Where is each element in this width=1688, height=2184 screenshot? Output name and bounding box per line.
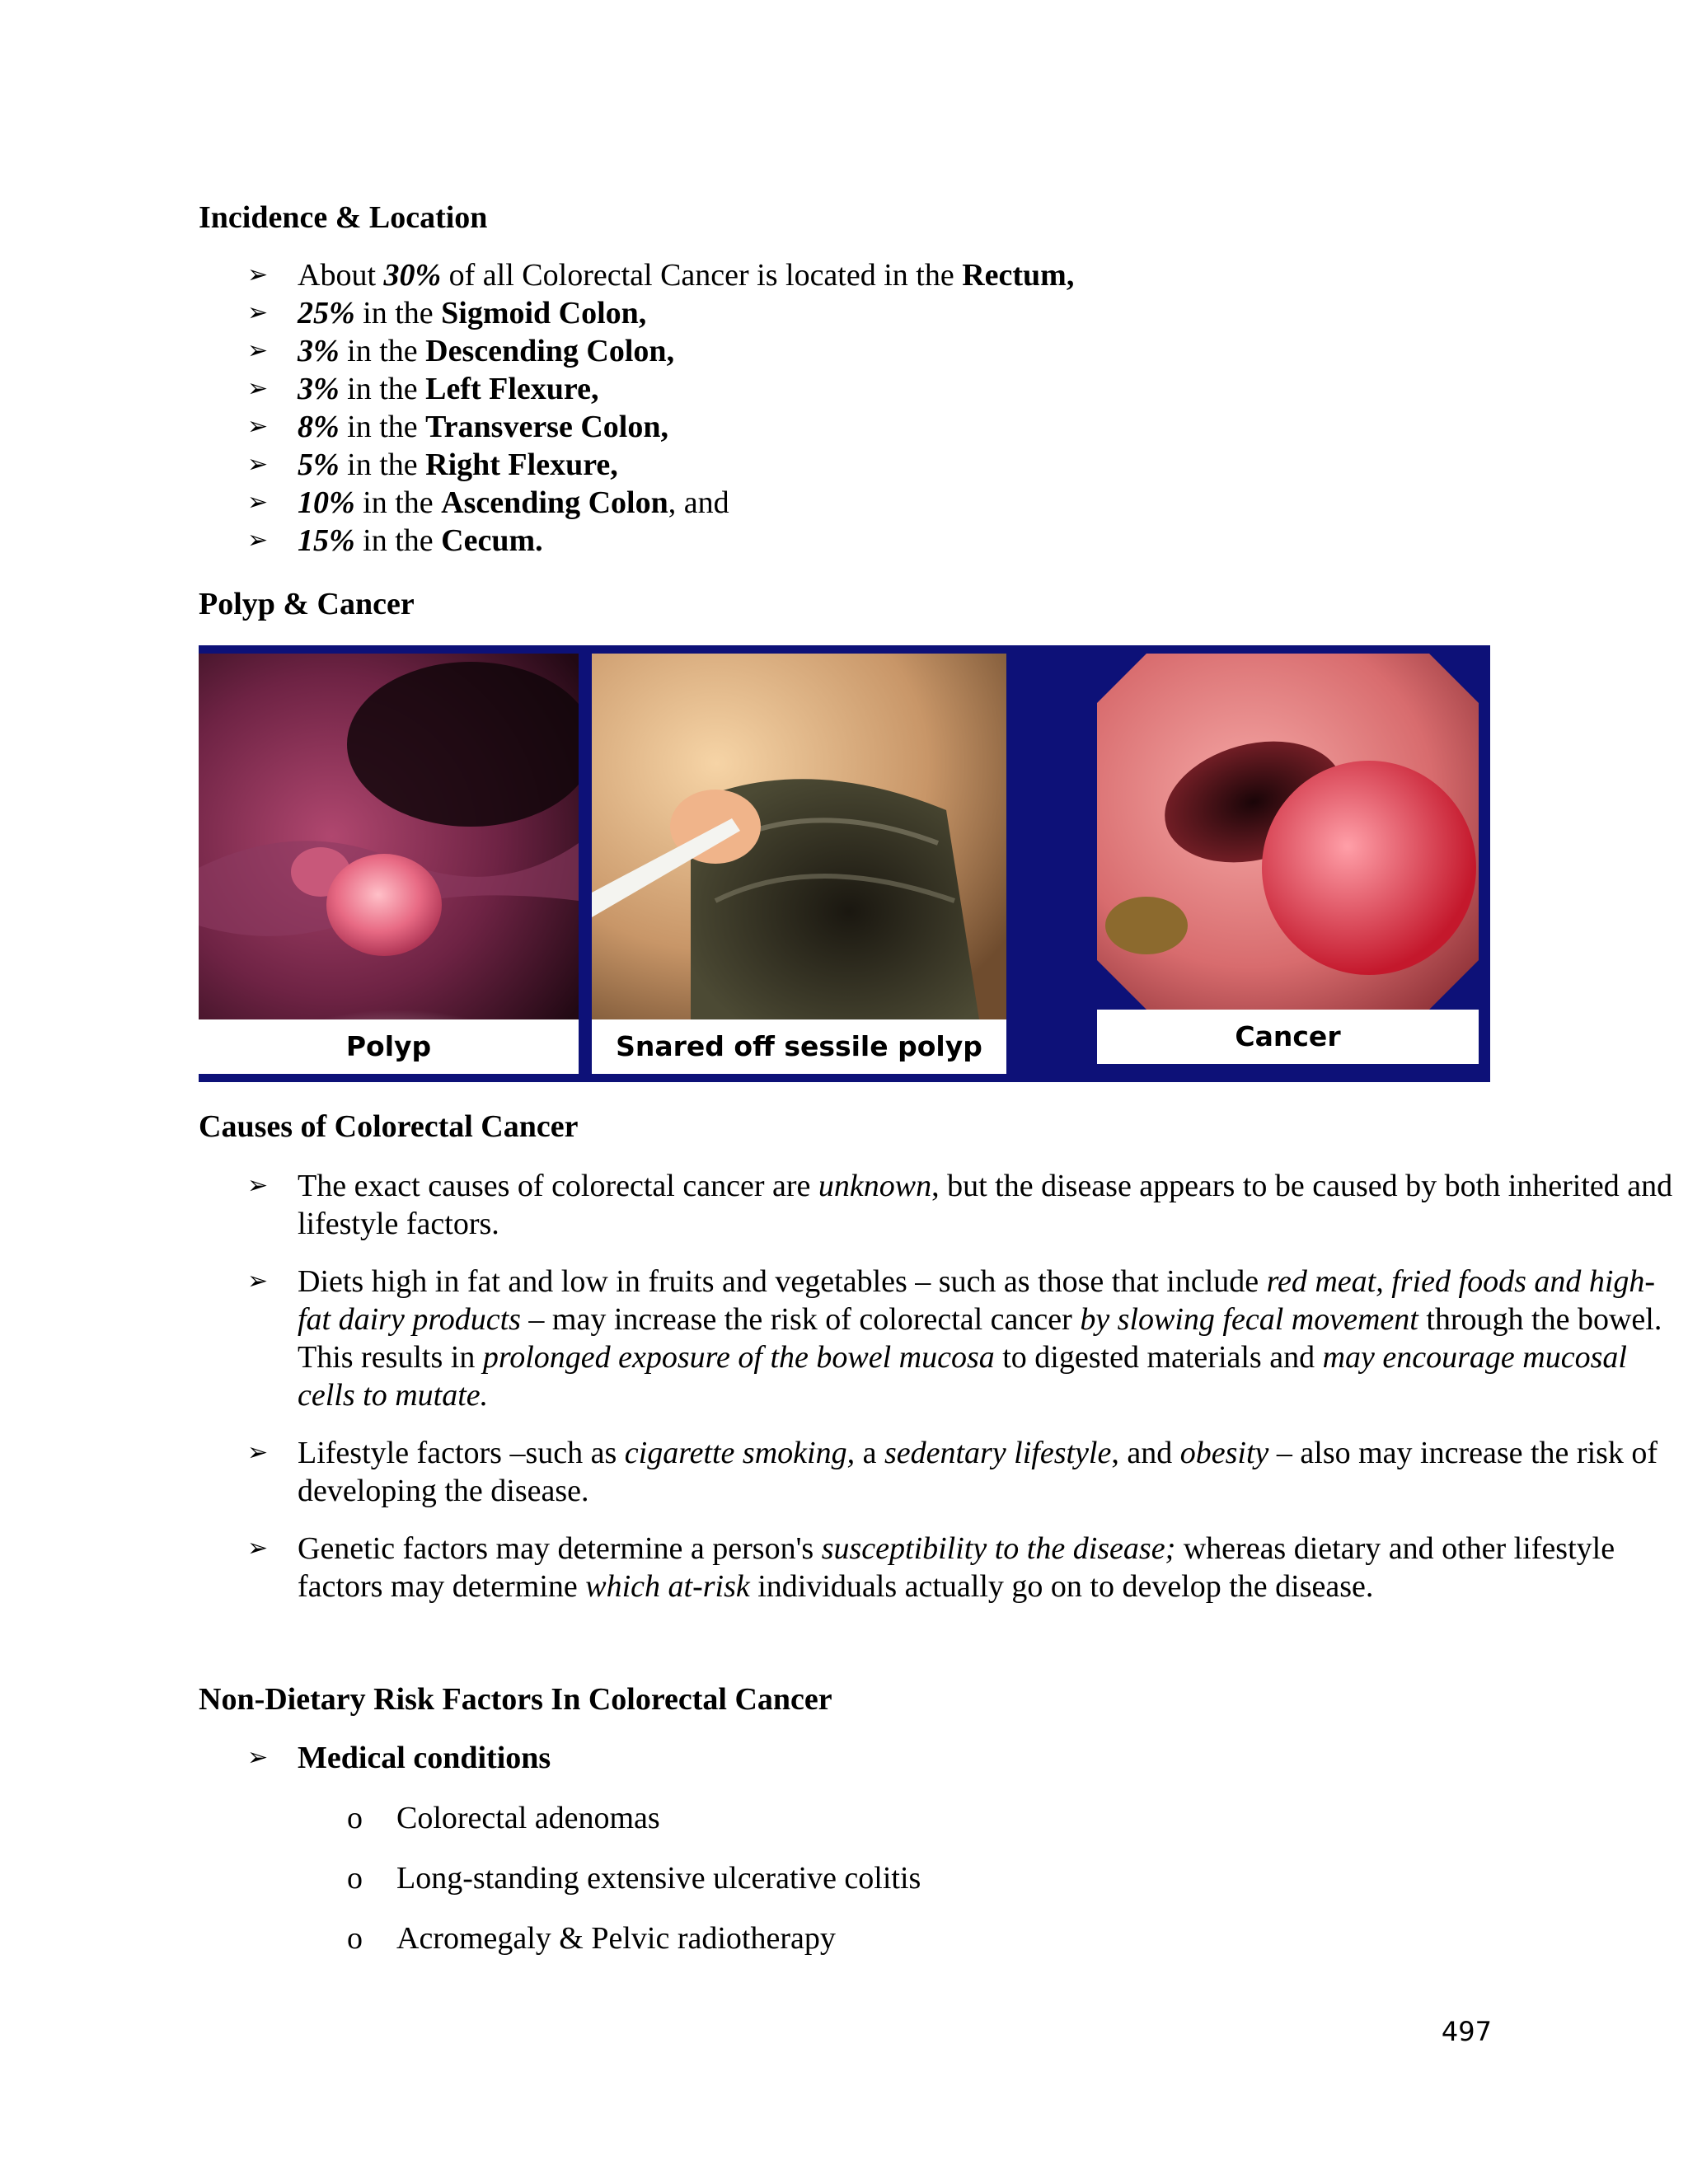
endoscopy-image-strip bbox=[199, 645, 1490, 1082]
image-caption-cancer: Cancer bbox=[1097, 1010, 1479, 1064]
list-item: o Acromegaly & Pelvic radiotherapy bbox=[347, 1921, 836, 1956]
list-item: o Colorectal adenomas bbox=[347, 1801, 660, 1835]
section-heading-incidence: Incidence & Location bbox=[199, 200, 488, 235]
circle-bullet-icon: o bbox=[347, 1801, 363, 1835]
list-item: ➢ 5% in the Right Flexure, bbox=[247, 448, 618, 482]
list-item: ➢ Lifestyle factors –such as cigarette smoking, a sedentary lifestyle, and obesity – also may increase the risk of developing the disease. bbox=[247, 1436, 1658, 1508]
arrow-bullet-icon: ➢ bbox=[247, 336, 269, 365]
cancer-image bbox=[1097, 654, 1479, 1010]
list-item: ➢ Diets high in fat and low in fruits and vegetables – such as those that include red meat, fried foods and high-fat dairy products – may increase the risk of colorectal cancer by slowing fecal movement through the bowel. This results in prolonged exposure of the bowel mucosa to digested materials and may encourage mucosal cells to mutate. bbox=[247, 1264, 1662, 1413]
list-item: ➢ About 30% of all Colorectal Cancer is located in the Rectum, bbox=[247, 258, 1075, 293]
list-item: ➢ 10% in the Ascending Colon, and bbox=[247, 485, 729, 520]
arrow-bullet-icon: ➢ bbox=[247, 526, 269, 555]
medical-conditions-group bbox=[199, 1739, 551, 1777]
page-number: 497 bbox=[1441, 2016, 1492, 2047]
section-heading-non-dietary: Non-Dietary Risk Factors In Colorectal Cancer bbox=[199, 1682, 832, 1717]
arrow-bullet-icon: ➢ bbox=[247, 374, 269, 403]
arrow-bullet-icon: ➢ bbox=[247, 1438, 269, 1467]
arrow-bullet-icon: ➢ bbox=[247, 412, 269, 441]
arrow-bullet-icon: ➢ bbox=[247, 1743, 269, 1772]
list-item: ➢ Medical conditions bbox=[247, 1741, 551, 1775]
image-caption-snared: Snared off sessile polyp bbox=[592, 1019, 1006, 1074]
snared-polyp-photo bbox=[592, 654, 1006, 1074]
list-item: ➢ 25% in the Sigmoid Colon, bbox=[247, 296, 647, 330]
arrow-bullet-icon: ➢ bbox=[247, 260, 269, 289]
list-item: ➢ Genetic factors may determine a person's susceptibility to the disease; whereas dietary and other lifestyle factors may determine which at-risk individuals actually go on to develop the disease. bbox=[247, 1531, 1615, 1604]
image-caption-polyp: Polyp bbox=[199, 1019, 579, 1074]
incidence-list bbox=[199, 256, 1074, 560]
polyp-image bbox=[199, 654, 579, 1019]
arrow-bullet-icon: ➢ bbox=[247, 1171, 269, 1200]
circle-bullet-icon: o bbox=[347, 1921, 363, 1956]
list-item: ➢ 8% in the Transverse Colon, bbox=[247, 410, 668, 444]
cancer-photo bbox=[1097, 654, 1479, 1064]
list-item: ➢ 3% in the Left Flexure, bbox=[247, 372, 599, 406]
list-item: ➢ The exact causes of colorectal cancer are unknown, but the disease appears to be caused by both inherited and lifestyle factors. bbox=[247, 1169, 1673, 1241]
polyp-photo bbox=[199, 654, 579, 1074]
circle-bullet-icon: o bbox=[347, 1861, 363, 1896]
arrow-bullet-icon: ➢ bbox=[247, 1534, 269, 1563]
list-item: o Long-standing extensive ulcerative colitis bbox=[347, 1861, 921, 1896]
list-item: ➢ 3% in the Descending Colon, bbox=[247, 334, 675, 368]
arrow-bullet-icon: ➢ bbox=[247, 488, 269, 517]
arrow-bullet-icon: ➢ bbox=[247, 1267, 269, 1296]
list-item: ➢ 15% in the Cecum. bbox=[247, 523, 543, 558]
arrow-bullet-icon: ➢ bbox=[247, 298, 269, 327]
causes-list bbox=[199, 1167, 1688, 1625]
snared-polyp-image bbox=[592, 654, 1006, 1019]
section-heading-causes: Causes of Colorectal Cancer bbox=[199, 1109, 579, 1144]
arrow-bullet-icon: ➢ bbox=[247, 450, 269, 479]
section-heading-polyp: Polyp & Cancer bbox=[199, 587, 415, 621]
medical-conditions-list bbox=[199, 1799, 921, 1980]
